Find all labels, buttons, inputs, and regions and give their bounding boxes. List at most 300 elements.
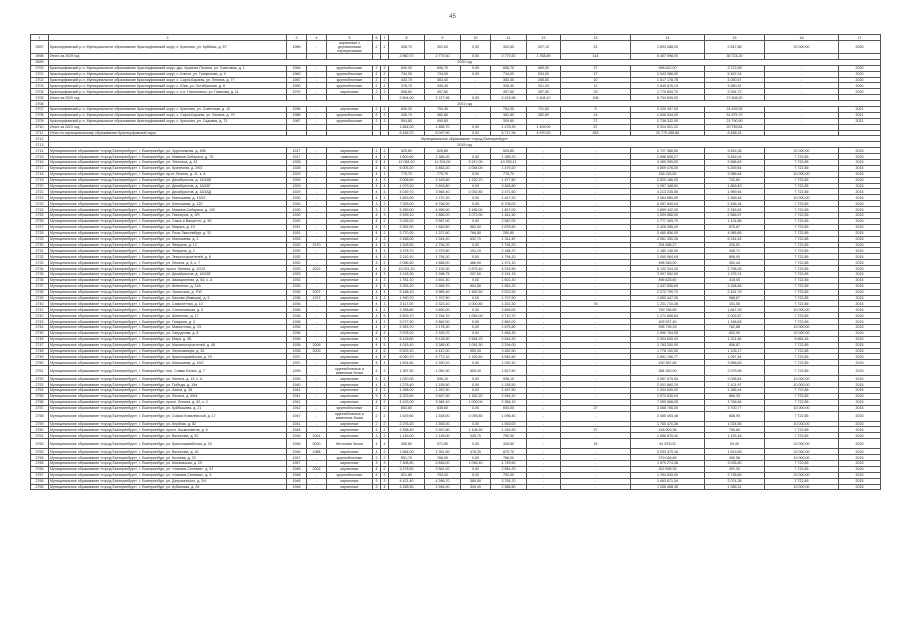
table-cell: 4 039,70 <box>389 189 425 195</box>
table-cell: - <box>561 277 631 283</box>
table-cell: 1 794,20 <box>491 254 527 260</box>
table-cell: - <box>765 65 839 71</box>
table-cell: - <box>307 461 327 467</box>
table-cell: 4 <box>381 484 389 490</box>
table-cell: - <box>561 254 631 260</box>
table-cell: 1 763 200,00 <box>631 342 705 348</box>
table-cell: 2 796,26 <box>705 266 765 272</box>
table-cell: 4 <box>373 319 381 325</box>
table-cell: 2 961 350,26 <box>631 236 705 242</box>
table-cell: 851,70 <box>389 455 425 461</box>
table-cell: - <box>561 307 631 313</box>
table-cell: 1942 <box>287 405 307 411</box>
table-cell: - <box>461 83 491 89</box>
table-cell: 1 088,31 <box>705 484 765 490</box>
row-number: 2741 <box>31 307 49 313</box>
table-cell: - <box>527 330 561 336</box>
table-cell: 2 <box>381 449 389 455</box>
table-cell: 6 060,70 <box>389 354 425 360</box>
table-cell: 2 <box>381 83 389 89</box>
table-cell: 1948 <box>287 472 307 478</box>
table-cell: 2 <box>381 411 389 421</box>
table-cell: 2002 <box>307 466 327 472</box>
table-cell: 988,67 <box>705 295 765 301</box>
table-cell: - <box>561 177 631 183</box>
table-cell: кирпичные <box>327 336 373 342</box>
table-cell: 1 287,50 <box>491 387 527 393</box>
table-cell: 2 408,10 <box>527 95 561 101</box>
table-cell: - <box>561 218 631 224</box>
table-cell: 3 326,20 <box>389 283 425 289</box>
table-cell: 2 379,90 <box>425 248 461 254</box>
table-cell: 766,80 <box>461 230 491 236</box>
table-cell: 0,00 <box>461 455 491 461</box>
table-cell: 1946 <box>287 449 307 455</box>
table-cell: 2015 <box>839 224 881 230</box>
table-cell: 363,40 <box>425 77 461 83</box>
table-cell: - <box>527 449 561 455</box>
address-cell: Красноуфимский р-н, Муниципальное образование Красноуфимский округ, с. Ключи, ул. Трифонова, д. 9 <box>49 71 287 77</box>
row-number: 2730 <box>31 242 49 248</box>
table-cell: 1 <box>381 154 389 160</box>
table-cell: 606,70 <box>425 65 461 71</box>
table-cell: 1929 <box>287 171 307 177</box>
table-cell: 2 <box>373 77 381 83</box>
address-cell: Муниципальное образование «город Екатеринбург», г. Екатеринбург, ул. Софьи Ковалевской, д. 17 <box>49 411 287 421</box>
table-cell: 799,69 <box>705 427 765 433</box>
table-cell: - <box>307 411 327 421</box>
table-cell: - <box>307 277 327 283</box>
row-number: 2701 <box>31 71 49 77</box>
table-cell: 0,00 <box>461 319 491 325</box>
table-cell: 1 330,10 <box>491 360 527 366</box>
table-cell: кирпичные <box>327 189 373 195</box>
address-cell: Муниципальное образование «город Екатеринбург», г. Екатеринбург, просп. Ленина, д. 62, к. 2 <box>49 399 287 405</box>
table-cell: - <box>527 399 561 405</box>
table-cell: 2 066,50 <box>389 260 425 266</box>
table-cell: 2015 <box>839 254 881 260</box>
table-cell: - <box>561 399 631 405</box>
table-cell: 1 095,80 <box>461 411 491 421</box>
table-cell: 10 000,00 <box>765 148 839 154</box>
table-cell: 1987 <box>287 118 307 124</box>
row-number: 2714 <box>31 148 49 154</box>
table-cell: - <box>561 260 631 266</box>
table-cell: 1 462,50 <box>461 289 491 295</box>
table-cell: - <box>461 89 491 95</box>
table-cell: 2 188,70 <box>491 248 527 254</box>
address-cell: Муниципальное образование «город Екатеринбург», г. Екатеринбург, ул. Кубанская, д. 39 <box>49 484 287 490</box>
table-cell: 497,50 <box>527 89 561 95</box>
table-cell: 2 862,00 <box>491 319 527 325</box>
table-cell: 1 562,20 <box>491 283 527 289</box>
table-cell: 3 035,80 <box>705 461 765 467</box>
table-cell: - <box>307 324 327 330</box>
table-cell: 436,70 <box>389 112 425 118</box>
table-cell: - <box>307 382 327 388</box>
table-cell: 1 385,20 <box>425 154 461 160</box>
table-cell: 415,05 <box>705 277 765 283</box>
address-cell: Итого за 2019 год <box>49 54 287 60</box>
table-cell: 6 005,20 <box>389 165 425 171</box>
table-cell: - <box>307 236 327 242</box>
table-cell: 2015 <box>839 236 881 242</box>
table-cell: 1 899 442,00 <box>631 207 705 213</box>
table-cell: 4 <box>373 472 381 478</box>
table-cell: - <box>307 224 327 230</box>
row-number: 2699 <box>31 59 49 65</box>
table-cell: 2 471,60 <box>491 189 527 195</box>
table-cell: 1 155,50 <box>491 382 527 388</box>
table-cell: 4 <box>373 313 381 319</box>
table-cell: - <box>307 427 327 433</box>
address-cell: Муниципальное образование «город Екатеринбург», г. Екатеринбург, ул. Победы, д. 19а <box>49 382 287 388</box>
table-cell: 2015 <box>839 427 881 433</box>
table-cell: - <box>561 382 631 388</box>
table-cell: 395,60 <box>389 439 425 449</box>
table-cell: - <box>561 148 631 154</box>
table-cell: 7 722,85 <box>765 348 839 354</box>
table-cell: 2 <box>373 455 381 461</box>
table-cell: - <box>307 307 327 313</box>
table-cell: 7 722,85 <box>765 254 839 260</box>
table-cell: 2015 <box>839 201 881 207</box>
table-cell: 2 952,90 <box>389 224 425 230</box>
table-cell: кирпичные <box>327 461 373 467</box>
table-cell: 1 409,00 <box>527 124 561 130</box>
table-cell: 5 128,90 <box>425 336 461 342</box>
table-cell: - <box>307 118 327 124</box>
table-cell: 4 269 095,00 <box>631 160 705 166</box>
table-cell: 2015 <box>839 195 881 201</box>
table-cell: 4 <box>373 154 381 160</box>
column-header: 10 <box>461 35 491 41</box>
table-cell: - <box>307 177 327 183</box>
table-cell: 4 <box>381 439 389 449</box>
table-cell: - <box>527 283 561 289</box>
address-cell: Муниципальное образование «город Екатеринбург», г. Екатеринбург, ул. Куйбышева, д. 21 <box>49 405 287 411</box>
table-cell: 1928 <box>287 165 307 171</box>
table-cell: 3 229 497,00 <box>631 107 705 113</box>
table-cell: 2 <box>381 455 389 461</box>
table-cell: 742,60 <box>705 177 765 183</box>
table-cell: 754,30 <box>491 107 527 113</box>
table-cell: кирпичные <box>327 307 373 313</box>
table-cell: 1 707,90 <box>425 295 461 301</box>
table-cell: 349,40 <box>461 484 491 490</box>
table-cell: - <box>527 148 561 154</box>
table-cell: 3 278,50 <box>389 466 425 472</box>
table-cell: 2 <box>381 427 389 433</box>
table-cell: 2006 <box>307 342 327 348</box>
table-cell: 1 601,30 <box>491 277 527 283</box>
table-cell: 7 722,85 <box>765 165 839 171</box>
table-cell: 2015 <box>839 472 881 478</box>
column-header: 11 <box>491 35 527 41</box>
table-cell: 2 323,10 <box>425 301 461 307</box>
table-cell: 2015 <box>839 421 881 427</box>
table-cell: 1 775 609,70 <box>631 89 705 95</box>
table-cell: 2 <box>381 207 389 213</box>
table-cell: кирпичные <box>327 283 373 289</box>
table-cell: 7 722,85 <box>765 260 839 266</box>
table-cell: 2 <box>381 387 389 393</box>
table-cell: 2020 <box>839 77 881 83</box>
table-cell: - <box>561 376 631 382</box>
table-cell: 2 692,00 <box>425 307 461 313</box>
table-cell: - <box>561 283 631 289</box>
table-cell: - <box>527 301 561 307</box>
table-cell: 4 286,70 <box>425 478 461 484</box>
table-cell: 4 <box>373 183 381 189</box>
table-cell: 2 110,10 <box>389 254 425 260</box>
table-cell: 2 946,00 <box>425 484 461 490</box>
table-cell: 2015 <box>839 207 881 213</box>
row-number: 2735 <box>31 271 49 277</box>
table-cell: 1 878,50 <box>491 224 527 230</box>
table-cell: 1929 <box>287 183 307 189</box>
table-cell: кирпичные <box>327 248 373 254</box>
table-cell: 5 <box>381 189 389 195</box>
address-cell: Итого за 2021 год <box>49 124 287 130</box>
address-cell: Муниципальное образование «город Екатеринбург», г. Екатеринбург, просп. Ленина, д. 11/23 <box>49 266 287 272</box>
table-cell: 1941 <box>287 387 307 393</box>
table-cell: 2021 <box>839 118 881 124</box>
table-cell: - <box>307 313 327 319</box>
table-cell: 1930 <box>287 195 307 201</box>
table-cell: - <box>527 354 561 360</box>
address-cell: Муниципальное образование «город Екатеринбург», г. Екатеринбург, ул. Кочнева, д. 22 <box>49 455 287 461</box>
table-cell: 0,00 <box>461 65 491 71</box>
table-cell: 4 <box>373 399 381 405</box>
table-cell: - <box>307 201 327 207</box>
table-cell: кирпичные <box>327 260 373 266</box>
table-cell: 1970 <box>287 89 307 95</box>
table-cell: 279 026,89 <box>631 455 705 461</box>
table-cell: 29 <box>561 89 631 95</box>
table-cell: 4 <box>373 165 381 171</box>
table-cell: 432,70 <box>389 77 425 83</box>
table-cell: - <box>561 195 631 201</box>
row-number: 2758 <box>31 411 49 421</box>
table-cell: 734,00 <box>425 71 461 77</box>
table-cell: 2 <box>381 472 389 478</box>
address-cell: Муниципальное образование «город Екатеринбург», г. Екатеринбург, пер. Саввы Белых, д. 7 <box>49 366 287 376</box>
table-cell: 3 265,50 <box>389 484 425 490</box>
table-cell: 1 249,30 <box>491 427 527 433</box>
row-number: 2717 <box>31 165 49 171</box>
table-cell: 1 847,39 <box>705 307 765 313</box>
table-cell: 10 263,11 <box>491 160 527 166</box>
table-cell: 1939 <box>287 366 307 376</box>
row-number: 2711 <box>31 130 49 136</box>
table-cell: 3 <box>381 177 389 183</box>
row-number: 2749 <box>31 354 49 360</box>
address-cell: Муниципальное образование «город Екатеринбург», г. Екатеринбург, ул. Ленина, д. 5, к. 7 <box>49 260 287 266</box>
table-cell: - <box>561 319 631 325</box>
row-number: 2746 <box>31 336 49 342</box>
table-cell: 3 <box>381 118 389 124</box>
table-cell: кирпичные <box>327 236 373 242</box>
table-cell: - <box>527 307 561 313</box>
table-cell: 1 092,80 <box>461 189 491 195</box>
table-cell: - <box>307 171 327 177</box>
address-cell: Муниципальное образование «город Екатеринбург», г. Екатеринбург, ул. Челюскинцев, д. 39 <box>49 348 287 354</box>
table-cell: 8 <box>381 354 389 360</box>
table-cell: - <box>527 171 561 177</box>
table-cell: 1917 <box>287 154 307 160</box>
table-cell: 0,00 <box>461 124 491 130</box>
table-cell: 6 <box>381 348 389 354</box>
table-cell: 4 <box>373 324 381 330</box>
table-cell: 2000 <box>307 439 327 449</box>
table-cell: - <box>527 236 561 242</box>
table-cell: 2021 <box>839 107 881 113</box>
address-cell: Муниципальное образование «город Екатеринбург», г. Екатеринбург, ул. Мамина-Сибиряка, д. 120 <box>49 207 287 213</box>
table-cell: 2015 <box>839 348 881 354</box>
table-cell: 1 698 606,27 <box>631 154 705 160</box>
address-cell: Муниципальное образование «город Екатеринбург», г. Екатеринбург, ул. Красноармейская, д. 24 <box>49 439 287 449</box>
table-cell: 1 376,74 <box>705 271 765 277</box>
table-cell: - <box>527 271 561 277</box>
table-cell: 1 869,40 <box>705 183 765 189</box>
table-cell: - <box>561 230 631 236</box>
table-cell: 2 036,84 <box>705 376 765 382</box>
table-cell: 2 586,60 <box>491 484 527 490</box>
table-cell: кирпичные <box>327 254 373 260</box>
table-cell: 165 015,50 <box>631 171 705 177</box>
table-cell: 1 600,60 <box>389 154 425 160</box>
table-cell: - <box>527 289 561 295</box>
address-cell: Муниципальное образование «город Екатеринбург», г. Екатеринбург, ул. Марата, д. 19 <box>49 224 287 230</box>
table-cell: 5 772,10 <box>425 354 461 360</box>
table-cell: 392,44 <box>705 260 765 266</box>
table-cell: 0,00 <box>461 387 491 393</box>
table-cell: 7 722,85 <box>765 189 839 195</box>
column-header: 1 <box>31 35 49 41</box>
table-cell: 775,70 <box>389 171 425 177</box>
row-number: 2724 <box>31 207 49 213</box>
table-cell: 505,40 <box>461 366 491 376</box>
table-cell: 3 <box>381 254 389 260</box>
table-cell: 2015 <box>839 248 881 254</box>
table-cell: 2 <box>381 201 389 207</box>
table-cell: 4 985,85 <box>705 230 765 236</box>
table-cell: 371,80 <box>425 439 461 449</box>
table-cell: - <box>461 107 491 113</box>
address-cell: Муниципальное образование «город Екатеринбург», г. Екатеринбург, ул. Московская, д. 29 <box>49 461 287 467</box>
table-cell: 7 722,85 <box>765 387 839 393</box>
table-cell: 2 727 366,50 <box>631 148 705 154</box>
table-cell: 525,80 <box>389 148 425 154</box>
table-cell: 0,00 <box>461 254 491 260</box>
table-cell: - <box>527 461 561 467</box>
table-cell: 345,70 <box>461 433 491 439</box>
table-cell: 3 <box>381 295 389 301</box>
table-cell: крупноблочные <box>327 71 373 77</box>
table-cell: 754,30 <box>425 107 461 113</box>
table-cell: 0,00 <box>461 154 491 160</box>
table-cell: 285,60 <box>527 77 561 83</box>
address-cell: Муниципальное образование «город Екатеринбург», г. Екатеринбург, ул. Уральская, д. 70б <box>49 289 287 295</box>
address-cell: Муниципальное образование «город Екатеринбург», г. Екатеринбург, ул. Красноармейская, д. 29 <box>49 354 287 360</box>
table-cell: 1930 <box>287 201 307 207</box>
table-cell: - <box>527 411 561 421</box>
table-cell: 1 124,88 <box>705 218 765 224</box>
table-cell: 2 085 493,48 <box>631 411 705 421</box>
table-cell: 7 722,85 <box>765 427 839 433</box>
table-cell: 3 <box>381 277 389 283</box>
table-cell: - <box>527 478 561 484</box>
row-number: 2769 <box>31 484 49 490</box>
table-cell: 4 <box>373 449 381 455</box>
table-cell: - <box>527 160 561 166</box>
table-cell: 490,60 <box>425 118 461 124</box>
table-cell: 962,00 <box>461 224 491 230</box>
table-cell: 4 <box>373 382 381 388</box>
table-cell: 2 366,70 <box>425 283 461 289</box>
table-cell: 61 875,03 <box>631 439 705 449</box>
table-cell: 2 587,00 <box>491 218 527 224</box>
table-cell: - <box>561 411 631 421</box>
table-cell: - <box>765 89 839 95</box>
table-cell: 3 <box>373 207 381 213</box>
table-cell: 3 247,00 <box>461 160 491 166</box>
table-cell: 7 722,85 <box>765 393 839 399</box>
address-cell: Красноуфимский р-н, Муниципальное образование Красноуфимский округ, с. Крылово, ул. Куйбаса, д. 57 <box>49 41 287 54</box>
table-cell: 2 074,38 <box>705 478 765 484</box>
row-number: 2736 <box>31 277 49 283</box>
table-cell: 0,00 <box>461 54 491 60</box>
table-cell: 0,00 <box>461 95 491 101</box>
table-cell: 4 <box>373 248 381 254</box>
table-cell: 1 858 876,42 <box>631 433 705 439</box>
table-cell: 0,00 <box>461 330 491 336</box>
table-cell: 2007 <box>307 289 327 295</box>
table-cell: 2 <box>381 71 389 77</box>
table-cell: 504,80 <box>389 118 425 124</box>
row-number: 2745 <box>31 330 49 336</box>
table-cell: 2015 <box>839 160 881 166</box>
table-cell: кирпичные <box>327 342 373 348</box>
table-cell: 5 168,10 <box>389 289 425 295</box>
table-cell: 1 096,40 <box>461 461 491 467</box>
row-number: 2750 <box>31 360 49 366</box>
address-cell: Муниципальное образование «город Екатеринбург», г. Екатеринбург, ул. Малышева, д. 19/2 <box>49 360 287 366</box>
table-cell: 2015 <box>839 177 881 183</box>
table-cell: 1947 <box>287 461 307 467</box>
table-cell: 1 020,90 <box>389 376 425 382</box>
table-cell: 1 944,20 <box>425 236 461 242</box>
table-cell: 2 <box>373 71 381 77</box>
table-cell: 0,00 <box>461 130 491 136</box>
table-cell: каменные <box>327 154 373 160</box>
table-cell: 382,80 <box>527 112 561 118</box>
table-cell: 1 294 639,00 <box>631 472 705 478</box>
table-cell: 1 278,40 <box>389 382 425 388</box>
table-cell: 9 615,36 <box>705 148 765 154</box>
address-cell: Муниципальное образование «город Екатеринбург», г. Екатеринбург, ул. Машиностроителей, д. 48 <box>49 342 287 348</box>
table-cell: 4 <box>373 301 381 307</box>
table-cell: 3 <box>381 283 389 289</box>
table-cell: 9 <box>561 107 631 113</box>
table-cell: кирпичные <box>327 89 373 95</box>
table-cell: 10 000,00 <box>765 421 839 427</box>
table-cell: 2 <box>373 65 381 71</box>
table-cell: 1990 <box>287 83 307 89</box>
column-header: 16 <box>765 35 839 41</box>
table-cell: - <box>527 195 561 201</box>
